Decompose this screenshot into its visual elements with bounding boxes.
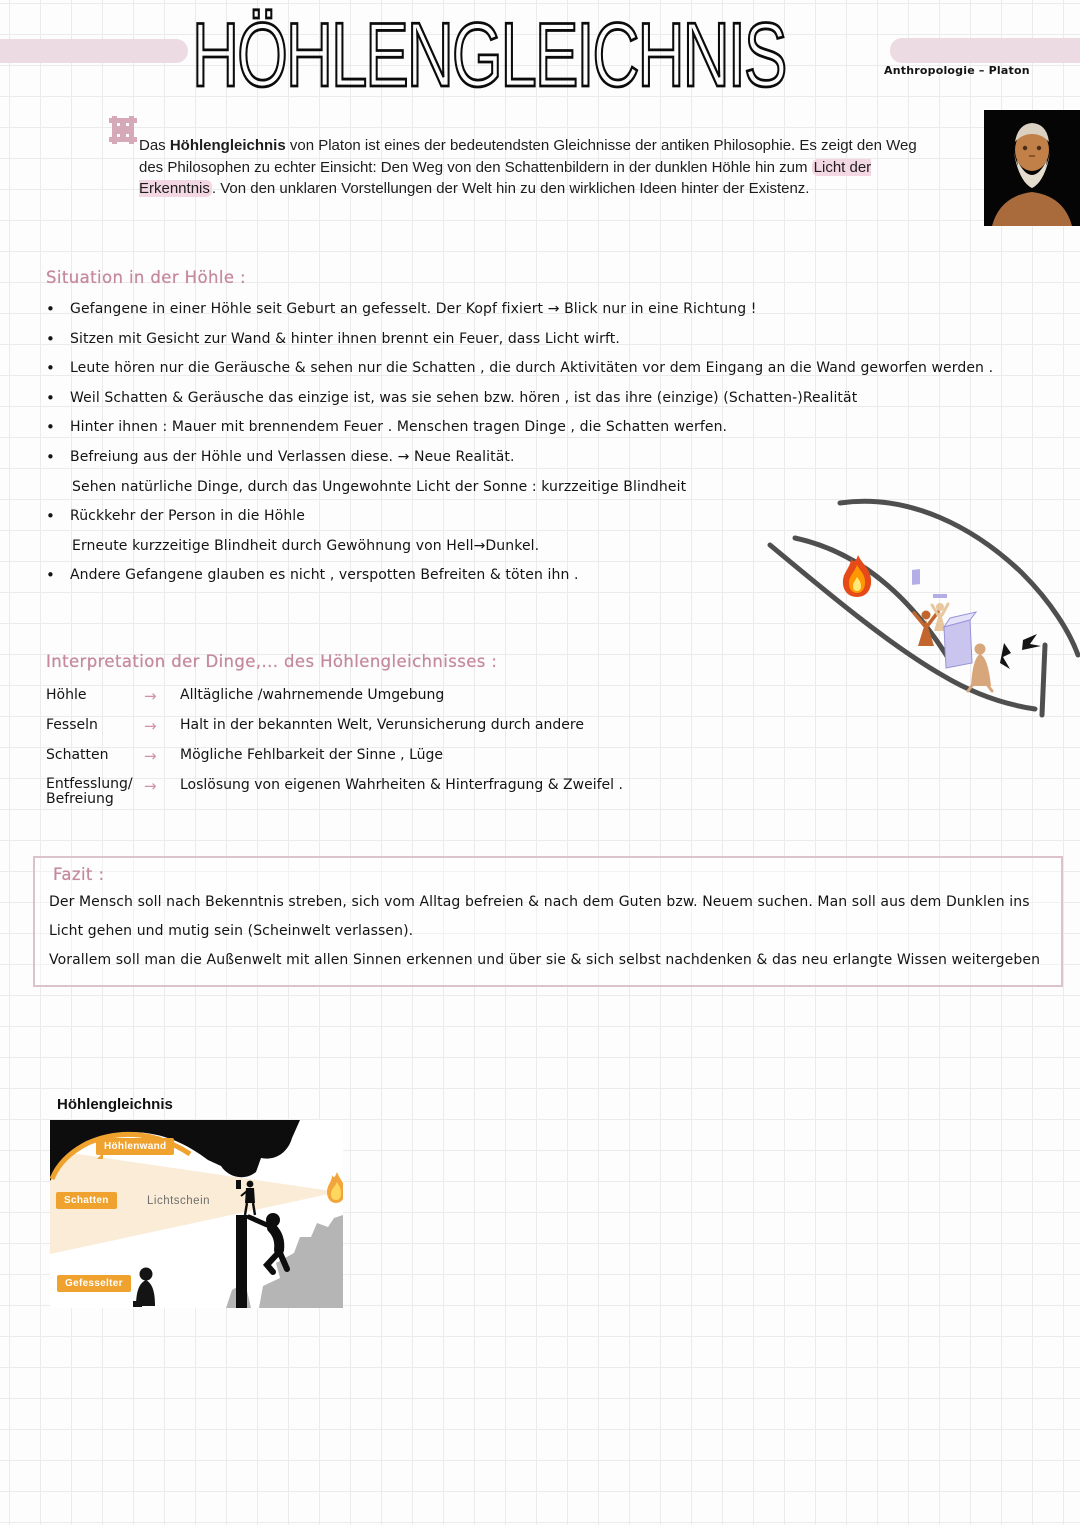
label-schatten: Schatten xyxy=(56,1192,117,1209)
situation-bullet-text: Rückkehr der Person in die Höhle xyxy=(70,508,305,525)
decorative-bar-right xyxy=(890,38,1080,63)
plato-bust-drawing xyxy=(984,110,1080,226)
interpretation-definition: Mögliche Fehlbarkeit der Sinne , Lüge xyxy=(180,747,443,763)
chained-figure xyxy=(133,1268,155,1308)
fazit-heading: Fazit : xyxy=(53,865,105,884)
climbing-figure xyxy=(249,1213,287,1272)
interpretation-term-line2: Befreiung xyxy=(46,791,114,807)
situation-bullet-text: Weil Schatten & Geräusche das einzige ist, was sie sehen bzw. hören , ist das ihre (einzige) (Schatten-)Realität xyxy=(70,389,858,406)
intro-part2: von Platon ist eines der bedeutendsten Gleichnisse der antiken Philosophie. Es zeigt den Weg des Philosophen zu echter Einsicht: Den Weg von den Schattenbildern in der dunklen Höhle hin zum xyxy=(139,137,917,176)
interpretation-row xyxy=(46,747,746,777)
interpretation-term: Höhle xyxy=(46,687,87,703)
situation-bullet-text: Andere Gefangene glauben es nicht , verspotten Befreiten & töten ihn . xyxy=(70,567,579,584)
cave-sketch-drawing xyxy=(740,493,1080,721)
held-board-shape xyxy=(933,594,947,598)
intro-highlight: Licht der Erkenntnis xyxy=(139,158,872,197)
fazit-box xyxy=(33,856,1063,987)
fazit-line-text: Der Mensch soll nach Bekenntnis streben, sich vom Alltag befreien & nach dem Guten bzw. Neuem suchen. Man soll aus dem Dunklen ins xyxy=(49,894,1030,910)
arrow-icon: → xyxy=(144,747,157,765)
arrow-icon: → xyxy=(144,777,157,795)
bullet-dot xyxy=(46,390,70,406)
arrow-icon: → xyxy=(144,687,157,705)
fire-icon xyxy=(327,1172,343,1203)
fazit-line xyxy=(35,952,1061,981)
fazit-line xyxy=(35,894,1061,923)
interpretation-definition: Alltägliche /wahrnemende Umgebung xyxy=(180,687,445,703)
wall-column-shape xyxy=(236,1215,247,1308)
page-title: HÖHLENGLEICHNIS xyxy=(192,3,786,106)
lavender-wall-shape xyxy=(944,612,976,668)
label-hoehlenwand: Höhlenwand xyxy=(96,1138,174,1155)
bullet-dot xyxy=(46,360,70,376)
interpretation-row xyxy=(46,717,746,747)
intro-paragraph xyxy=(139,135,933,200)
shadow-marks xyxy=(1000,634,1041,669)
bullet-dot xyxy=(46,449,70,465)
interpretation-term xyxy=(46,777,144,807)
bullet-dot xyxy=(46,508,70,524)
situation-bullet xyxy=(46,301,1076,331)
bullet-dot xyxy=(46,419,70,435)
situation-heading: Situation in der Höhle : xyxy=(46,268,246,287)
bullet-dot xyxy=(46,301,70,317)
situation-bullet-text: Sitzen mit Gesicht zur Wand & hinter ihnen brennt ein Feuer, dass Licht wirft. xyxy=(70,330,620,347)
intro-bold: Höhlengleichnis xyxy=(169,137,286,154)
intro-box xyxy=(112,118,940,220)
situation-bullet-text: Befreiung aus der Höhle und Verlassen diese. → Neue Realität. xyxy=(70,448,515,465)
page-subtitle: Anthropologie – Platon xyxy=(884,64,1030,77)
label-lichtschein: Lichtschein xyxy=(147,1195,211,1207)
decorative-bar-left xyxy=(0,39,188,63)
interpretation-term: Schatten xyxy=(46,747,109,763)
bullet-dot xyxy=(46,331,70,347)
fazit-line xyxy=(35,923,1061,952)
intro-part1: Das xyxy=(139,137,170,154)
situation-bullet xyxy=(46,390,1076,420)
situation-bullet-text: Gefangene in einer Höhle seit Geburt an gefesselt. Der Kopf fixiert → Blick nur in eine Richtung ! xyxy=(70,301,757,317)
flame-icon xyxy=(843,555,871,597)
plato-bust-image xyxy=(984,110,1080,226)
interpretation-term-line1: Entfesslung/ xyxy=(46,776,133,792)
corner-bracket-icon xyxy=(112,118,134,142)
interpretation-definition: Loslösung von eigenen Wahrheiten & Hinterfragung & Zweifel . xyxy=(180,777,623,793)
situation-bullet-text: Leute hören nur die Geräusche & sehen nur die Schatten , die durch Aktivitäten vor dem Eingang an die Wand geworfen werden . xyxy=(70,360,994,377)
label-gefesselter: Gefesselter xyxy=(57,1275,131,1292)
situation-bullet xyxy=(46,419,1076,449)
diagram-title: Höhlengleichnis xyxy=(57,1096,173,1113)
intro-part3: . Von den unklaren Vorstellungen der Welt hin zu den wirklichen Ideen hinter der Existenz. xyxy=(211,180,810,197)
fazit-line-text: Vorallem soll man die Außenwelt mit allen Sinnen erkennen und über sie & sich selbst nachdenken & das neu erlangte Wissen weitergeben xyxy=(49,952,1041,968)
situation-bullet-text: Hinter ihnen : Mauer mit brennendem Feuer . Menschen tragen Dinge , die Schatten werfen. xyxy=(70,419,728,436)
interpretation-heading: Interpretation der Dinge,... des Höhlengleichnisses : xyxy=(46,652,498,671)
held-board-shape xyxy=(912,569,920,585)
situation-bullet xyxy=(46,449,1076,479)
fazit-line-text: Licht gehen und mutig sein (Scheinwelt verlassen). xyxy=(49,923,414,939)
situation-bullet xyxy=(46,360,1076,390)
cave-diagram-image xyxy=(50,1120,343,1308)
interpretation-row xyxy=(46,687,746,717)
interpretation-definition: Halt in der bekannten Welt, Verunsicherung durch andere xyxy=(180,717,584,733)
bullet-dot xyxy=(46,567,70,583)
section-interpretation xyxy=(46,652,746,807)
interpretation-row xyxy=(46,777,746,807)
situation-bullet xyxy=(46,331,1076,361)
situation-subline-text: Erneute kurzzeitige Blindheit durch Gewöhnung von Hell→Dunkel. xyxy=(72,537,540,554)
arrow-icon: → xyxy=(144,717,157,735)
interpretation-term: Fesseln xyxy=(46,717,98,733)
situation-subline-text: Sehen natürliche Dinge, durch das Ungewohnte Licht der Sonne : kurzzeitige Blindheit xyxy=(72,478,687,495)
